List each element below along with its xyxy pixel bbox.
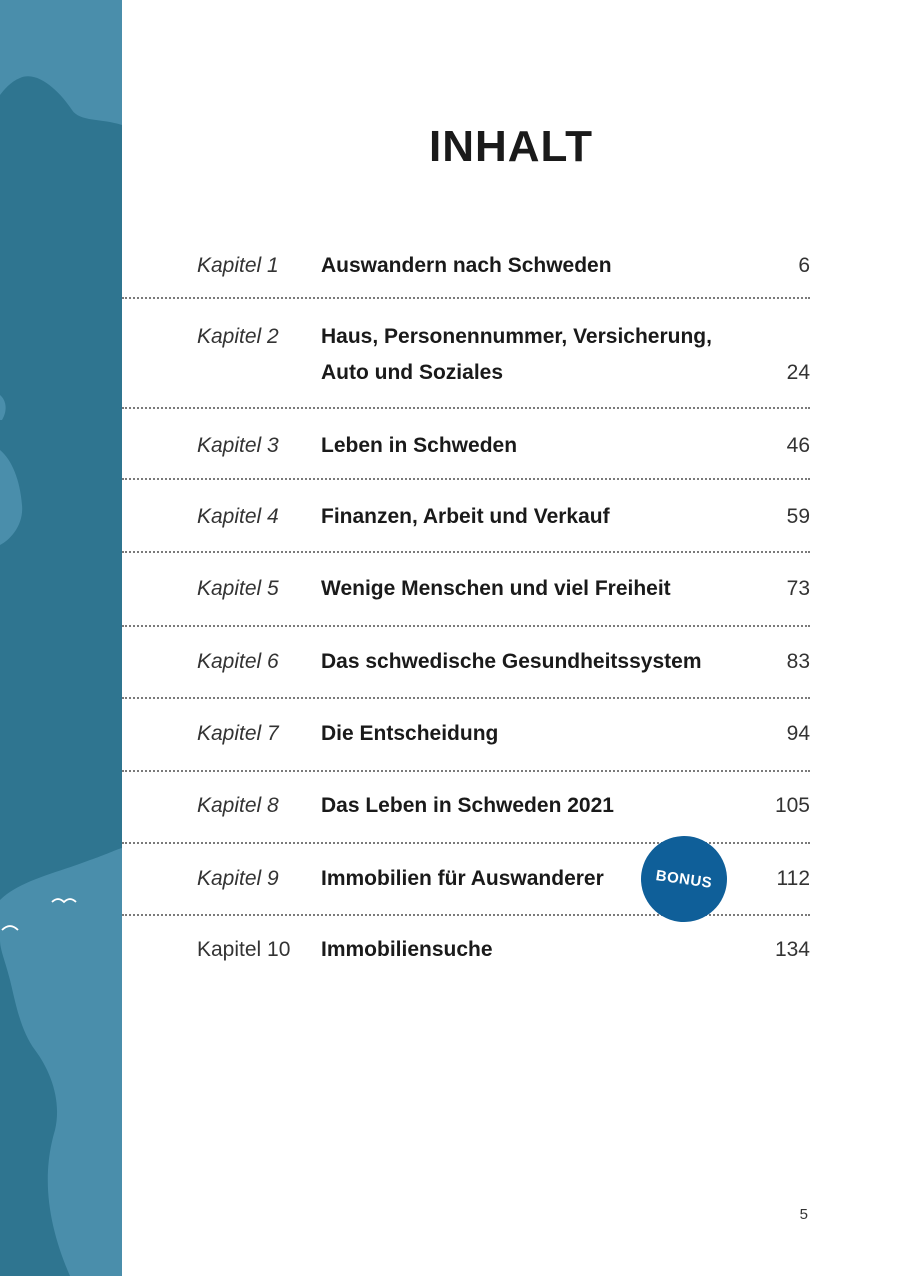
page-title: INHALT — [428, 122, 594, 171]
dotted-separator — [122, 625, 810, 627]
chapter-label: Kapitel 4 — [197, 505, 279, 528]
chapter-page: 112 — [776, 867, 810, 890]
bonus-badge: BONUS — [635, 830, 732, 927]
chapter-page: 24 — [786, 361, 810, 384]
dotted-separator — [122, 297, 810, 299]
chapter-page: 6 — [798, 254, 810, 277]
chapter-page: 83 — [786, 650, 810, 673]
chapter-title: Immobiliensuche — [321, 938, 493, 961]
chapter-page: 46 — [786, 434, 810, 457]
chapter-page: 59 — [786, 505, 810, 528]
chapter-title: Finanzen, Arbeit und Verkauf — [321, 505, 610, 528]
dotted-separator — [122, 697, 810, 699]
chapter-label: Kapitel 9 — [197, 867, 279, 890]
chapter-page: 73 — [786, 577, 810, 600]
page-number: 5 — [799, 1206, 808, 1223]
chapter-label: Kapitel 8 — [197, 794, 279, 817]
dotted-separator — [122, 478, 810, 480]
chapter-label: Kapitel 7 — [197, 722, 279, 745]
chapter-title: Die Entscheidung — [321, 722, 499, 745]
chapter-label: Kapitel 6 — [197, 650, 279, 673]
chapter-title: Das Leben in Schweden 2021 — [321, 794, 614, 817]
chapter-title-line-2: Auto und Soziales — [321, 361, 504, 384]
dotted-separator — [122, 551, 810, 553]
chapter-page: 94 — [786, 722, 810, 745]
chapter-label: Kapitel 10 — [197, 938, 291, 961]
chapter-title: Leben in Schweden — [321, 434, 518, 457]
dotted-separator — [122, 407, 810, 409]
chapter-label: Kapitel 3 — [197, 434, 279, 457]
decorative-map-band — [0, 0, 122, 1276]
chapter-page: 134 — [774, 938, 810, 961]
dotted-separator — [122, 770, 810, 772]
chapter-title: Haus, Personennummer, Versicherung, — [321, 325, 712, 348]
chapter-label: Kapitel 1 — [197, 254, 279, 277]
chapter-label: Kapitel 2 — [197, 325, 279, 348]
chapter-title: Immobilien für Auswanderer — [321, 867, 604, 890]
chapter-title: Wenige Menschen und viel Freiheit — [321, 577, 671, 600]
chapter-title: Das schwedische Gesundheitssystem — [321, 650, 702, 673]
chapter-title: Auswandern nach Schweden — [321, 254, 612, 277]
chapter-page: 105 — [774, 794, 810, 817]
chapter-label: Kapitel 5 — [197, 577, 279, 600]
map-illustration — [0, 0, 122, 1276]
